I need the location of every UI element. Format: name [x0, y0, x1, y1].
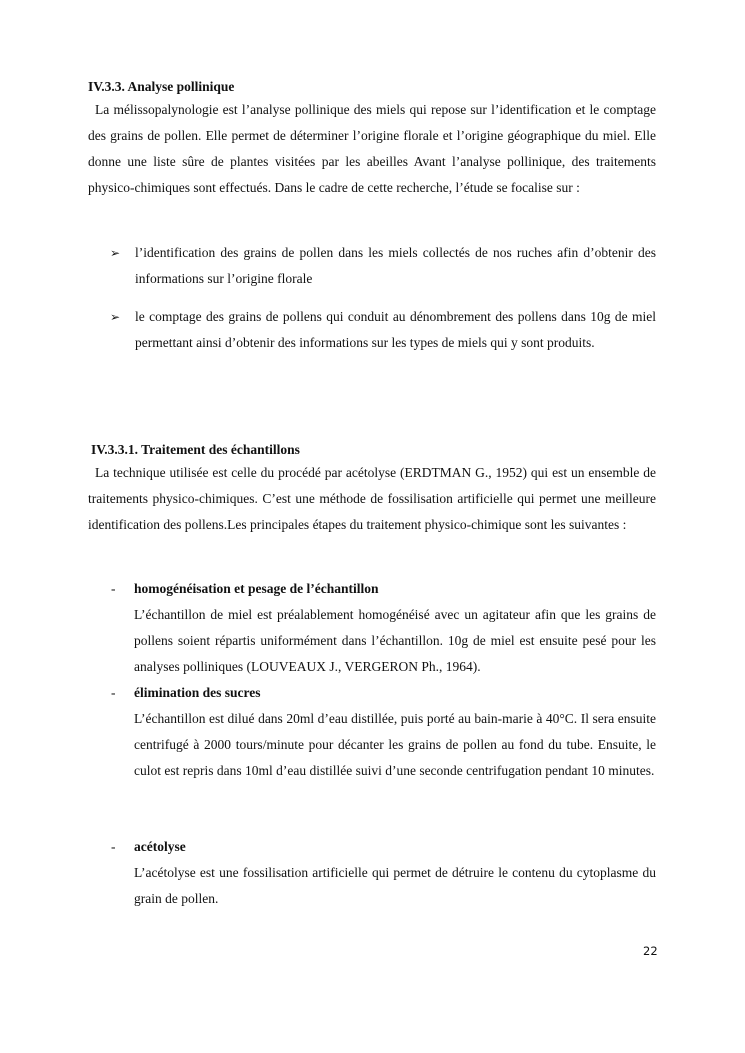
dash-bullet: - [111, 581, 116, 596]
page-number: 22 [643, 944, 658, 958]
bullet-text: le comptage des grains de pollens qui conduit au dénombrement des pollens dans 10g de miel permettant ainsi d’obtenir des informations sur les types de miels qui y sont produits. [135, 309, 656, 350]
subsection-heading: IV.3.3.1. Traitement des échantillons [91, 442, 300, 457]
arrow-bullet-icon: ➢ [110, 246, 121, 260]
bullet-text: l’identification des grains de pollen dans les miels collectés de nos ruches afin d’obtenir des informations sur l’origine florale [135, 245, 656, 286]
arrow-bullet-icon: ➢ [110, 310, 121, 324]
section-heading: IV.3.3. Analyse pollinique [88, 79, 235, 94]
step-title: homogénéisation et pesage de l’échantillon [134, 581, 379, 596]
step-body: L’échantillon est dilué dans 20ml d’eau distillée, puis porté au bain-marie à 40°C. Il sera ensuite centrifugé à 2000 tours/minute pour décanter les grains de pollen au fond du tube. Ensuite, le culot est repris dans 10ml d’eau distillée suivi d’une seconde centrifugation pendant 10 minutes. [134, 711, 656, 778]
section-intro-paragraph: La mélissopalynologie est l’analyse pollinique des miels qui repose sur l’identification et le comptage des grains de pollen. Elle permet de déterminer l’origine florale et l’origine géographique du miel. Elle donne une liste sûre de plantes visitées par les abeilles Avant l’analyse pollinique, des traitements physico-chimiques sont effectués. Dans le cadre de cette recherche, l’étude se focalise sur : [88, 102, 656, 195]
step-title: élimination des sucres [134, 685, 261, 700]
dash-bullet: - [111, 839, 116, 854]
dash-bullet: - [111, 685, 116, 700]
step-body: L’acétolyse est une fossilisation artificielle qui permet de détruire le contenu du cytoplasme du grain de pollen. [134, 865, 656, 906]
step-title: acétolyse [134, 839, 186, 854]
step-body: L’échantillon de miel est préalablement homogénéisé avec un agitateur afin que les grains de pollens soient répartis uniformément dans l’échantillon. 10g de miel est ensuite pesé pour les analyses polliniques (LOUVEAUX J., VERGERON Ph., 1964). [134, 607, 656, 674]
subsection-intro-paragraph: La technique utilisée est celle du procédé par acétolyse (ERDTMAN G., 1952) qui est un ensemble de traitements physico-chimiques. C’est une méthode de fossilisation artificielle qui permet une meilleure identification des pollens.Les principales étapes du traitement physico-chimique sont les suivantes : [88, 465, 656, 532]
